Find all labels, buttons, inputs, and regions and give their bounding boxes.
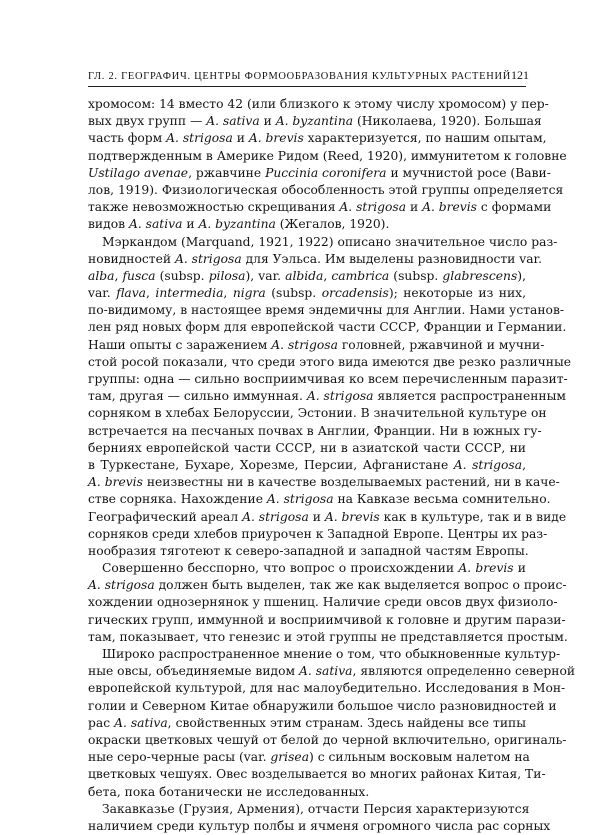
- text-line: ные серо-черные расы (var. grisea) с сильным восковым налетом на: [88, 750, 530, 765]
- paragraph: [88, 234, 572, 561]
- text-line: вых двух групп — A. sativa и A. byzantina (Николаева, 1920). Большая: [88, 114, 542, 129]
- text-line: берниях европейской части СССР, ни в азиатской части СССР, ни: [88, 440, 526, 455]
- paragraph: [88, 801, 551, 835]
- text-line: нообразия тяготеют к северо-западной и западной частям Европы.: [88, 543, 529, 558]
- text-line: Совершенно бесспорно, что вопрос о происхождении A. brevis и: [102, 561, 526, 576]
- text-line: там, другая — сильно иммунная. A. strigosa является распространенным: [88, 389, 566, 404]
- text-line: Географический ареал A. strigosa и A. brevis как в культуре, так и в виде: [88, 509, 567, 524]
- text-line: стве сорняка. Нахождение A. strigosa на Кавказе весьма сомнительно.: [88, 492, 551, 507]
- text-line: встречается на песчаных почвах в Англии, Франции. Ни в южных гу-: [88, 423, 542, 438]
- text-line: часть форм A. strigosa и A. brevis характеризуется, по нашим опытам,: [88, 131, 547, 146]
- text-line: Широко распространенное мнение о том, что обыкновенные культур-: [102, 647, 561, 661]
- text-line: цветковых чешуях. Овес возделывается во многих районах Китая, Ти-: [88, 767, 546, 782]
- text-line: рас A. sativa, свойственных этим странам. Здесь найдены все типы: [88, 715, 526, 730]
- text-line: Ustilago avenae, ржавчине Puccinia coronifera и мучнистой росе (Вави-: [88, 165, 551, 180]
- text-line: лен ряд новых форм для европейской части СССР, Франции и Германии.: [88, 320, 567, 335]
- text-line: гических групп, иммунной и восприимчивой к головне и другим парази-: [88, 612, 566, 627]
- text-line: европейской культурой, для нас малоубедительно. Исследования в Мон-: [88, 681, 566, 696]
- text-line: подтвержденным в Америке Ридом (Reed, 1920), иммунитетом к головне: [88, 148, 567, 163]
- text-line: стой росой показали, что среди этого вида имеются две резко различные: [88, 354, 572, 369]
- text-line: видов A. sativa и A. byzantina (Жегалов, 1920).: [88, 217, 390, 232]
- chapter-title: ГЛ. 2. ГЕОГРАФИЧ. ЦЕНТРЫ ФОРМООБРАЗОВАНИЯ КУЛЬТУРНЫХ РАСТЕНИЙ: [88, 71, 511, 82]
- text-line: также невозможностью скрещивания A. strigosa и A. brevis с формами: [88, 200, 552, 215]
- paragraph: [88, 646, 576, 801]
- text-line: наличием среди культур полбы и ячменя огромного числа рас сорных: [88, 818, 551, 833]
- text-line: окраски цветковых чешуй от белой до черной включительно, оригиналь-: [88, 732, 567, 747]
- text-line: хромосом: 14 вместо 42 (или близкого к этому числу хромосом) у пер-: [88, 97, 549, 111]
- paragraph: [88, 560, 568, 646]
- header-rule: [88, 86, 526, 87]
- text-line: Мэркандом (Marquand, 1921, 1922) описано значительное число раз-: [102, 234, 558, 249]
- text-line: A. strigosa должен быть выделен, так же как выделяется вопрос о проис-: [88, 578, 567, 593]
- text-line: там, показывает, что генезис и этой группы не представляется простым.: [88, 629, 568, 644]
- text-line: Наши опыты с заражением A. strigosa головней, ржавчиной и мучни-: [88, 337, 545, 352]
- text-line: по-видимому, в настоящее время эндемичны для Англии. Нами установ-: [88, 303, 565, 318]
- text-line: ные овсы, объединяемые видом A. sativa, являются определенно северной: [88, 664, 576, 679]
- text-line: новидностей A. strigosa для Уэльса. Им выделены разновидности var.: [88, 251, 542, 266]
- text-line: группы: одна — сильно восприимчивая ко всем перечисленным паразит-: [88, 372, 568, 386]
- text-line: alba, fusca (subsp. pilosa), var. albida, cambrica (subsp. glabrescens),: [88, 268, 526, 283]
- text-line: хождении однозернянок у пшениц. Наличие среди овсов двух физиоло-: [88, 595, 558, 610]
- text-line: var. flava, intermedia, nigra (subsp. orcadensis); некоторые из них,: [88, 286, 527, 301]
- text-line: голии и Северном Китае обнаружили большое число разновидностей и: [88, 698, 557, 713]
- page-number: 121: [510, 68, 529, 82]
- text-line: Закавказье (Грузия, Армения), отчасти Персия характеризуются: [102, 801, 530, 816]
- body-text: [88, 96, 576, 835]
- text-line: в Туркестане, Бухаре, Хорезме, Персии, Афганистане A. strigosa,: [88, 457, 526, 472]
- paragraph: [88, 96, 567, 234]
- text-line: сорняком в хлебах Белоруссии, Эстонии. В значительной культуре он: [88, 406, 547, 421]
- text-line: лов, 1919). Физиологическая обособленность этой группы определяется: [88, 182, 564, 197]
- running-header: [88, 68, 529, 83]
- text-line: бета, пока ботанически не исследованных.: [88, 784, 370, 799]
- text-line: A. brevis неизвестны ни в качестве возделываемых растений, ни в каче-: [88, 475, 560, 490]
- text-line: сорняков среди хлебов приурочен к Западной Европе. Центры их раз-: [88, 526, 548, 541]
